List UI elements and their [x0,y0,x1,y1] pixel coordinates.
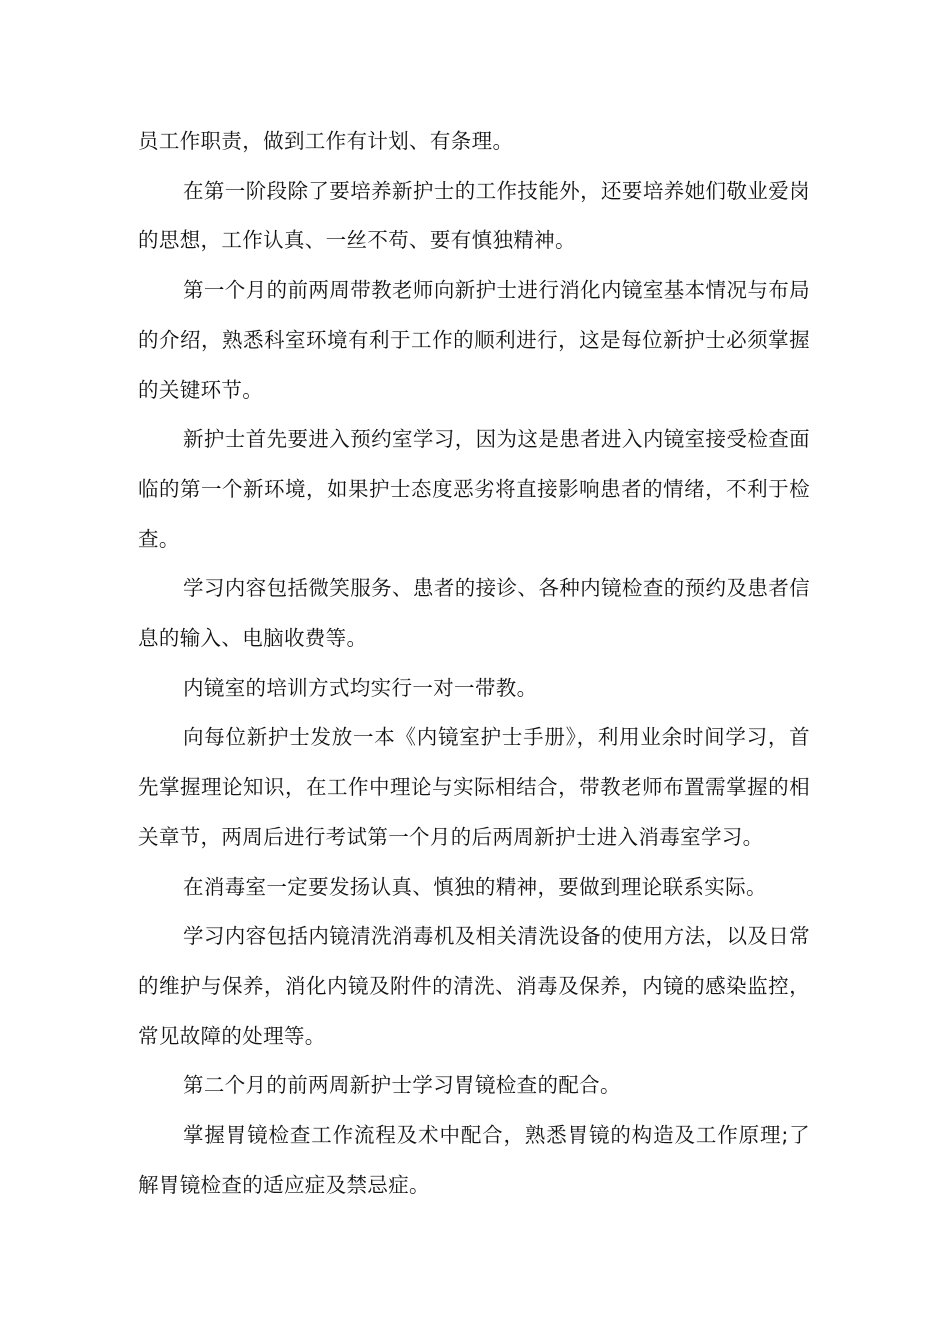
paragraph-continuation: 员工作职责，做到工作有计划、有条理。 [138,129,514,153]
paragraph: 向每位新护士发放一本《内镜室护士手册》，利用业余时间学习，首先掌握理论知识，在工作中理论与实际相结合，带教老师布置需掌握的相关章节，两周后进行考试第一个月的后两周新护士进入消毒室学习。 [138,725,810,849]
document-body [138,117,810,1210]
paragraph: 掌握胃镜检查工作流程及术中配合，熟悉胃镜的构造及工作原理;了解胃镜检查的适应症及禁忌症。 [138,1123,810,1197]
paragraph: 在第一阶段除了要培养新护士的工作技能外，还要培养她们敬业爱岗的思想，工作认真、一丝不苟、要有慎独精神。 [138,178,810,253]
paragraph: 第一个月的前两周带教老师向新护士进行消化内镜室基本情况与布局的介绍，熟悉科室环境有利于工作的顺利进行，这是每位新护士必须掌握的关键环节。 [138,278,810,402]
paragraph: 内镜室的培训方式均实行一对一带教。 [183,675,538,700]
paragraph: 第二个月的前两周新护士学习胃镜检查的配合。 [183,1073,621,1098]
paragraph: 新护士首先要进入预约室学习，因为这是患者进入内镜室接受检查面临的第一个新环境，如果护士态度恶劣将直接影响患者的情绪，不利于检查。 [138,427,810,551]
paragraph: 学习内容包括内镜清洗消毒机及相关清洗设备的使用方法，以及日常的维护与保养，消化内镜及附件的清洗、消毒及保养，内镜的感染监控，常见故障的处理等。 [138,924,810,1048]
paragraph: 学习内容包括微笑服务、患者的接诊、各种内镜检查的预约及患者信息的输入、电脑收费等。 [138,576,810,651]
paragraph: 在消毒室一定要发扬认真、慎独的精神，要做到理论联系实际。 [183,874,767,899]
